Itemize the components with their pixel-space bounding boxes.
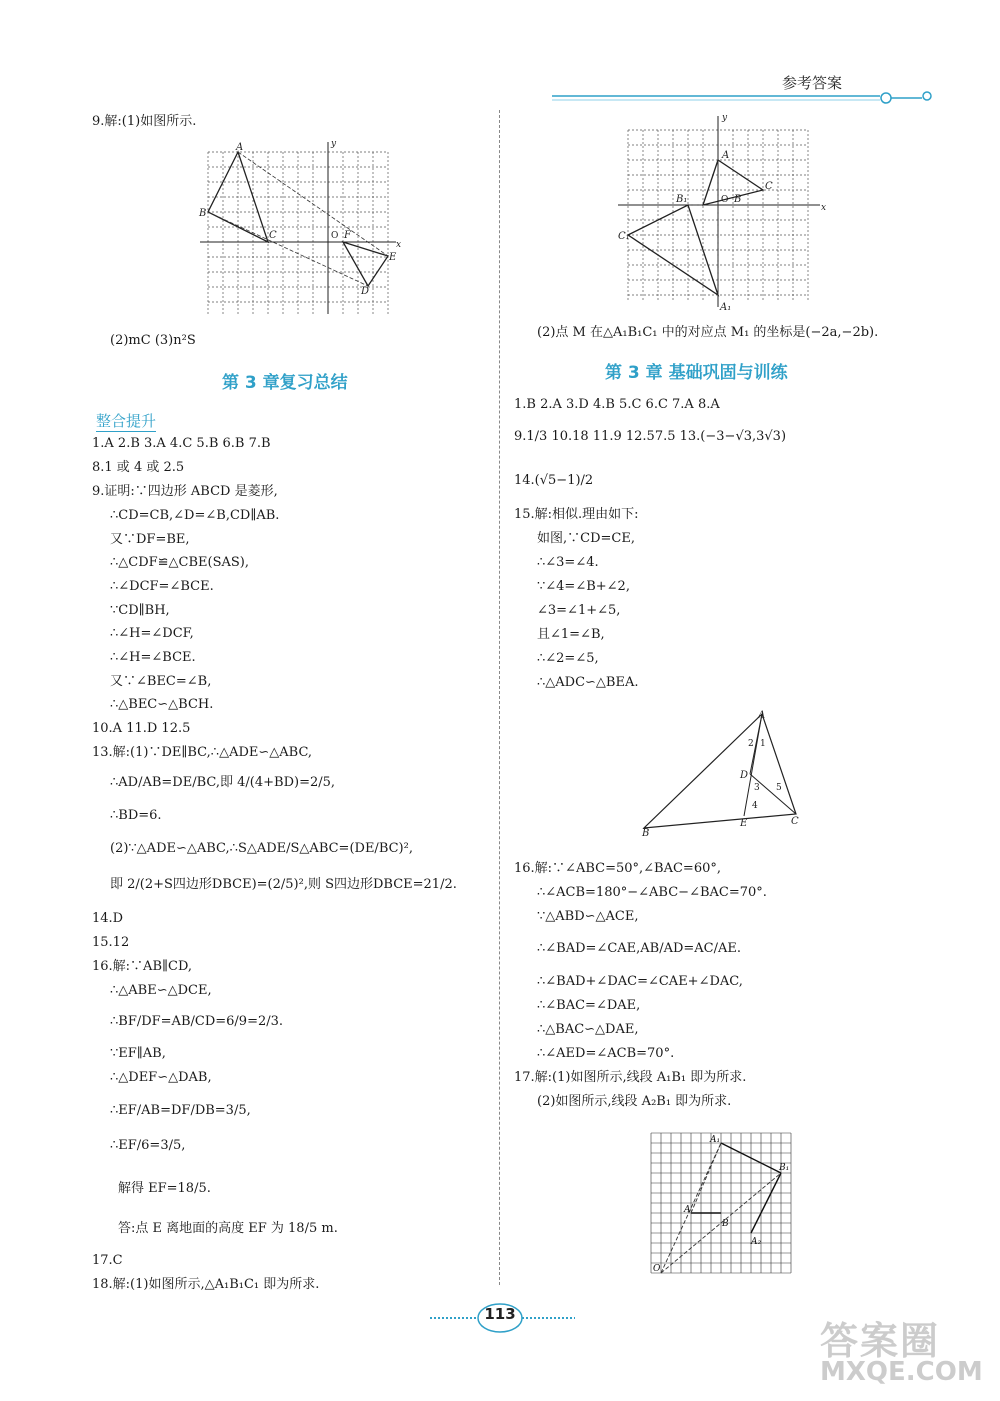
svg-text:x: x [396,240,402,250]
left-line: ∵CD∥BH, [110,603,170,618]
left-line: ∴△CDF≌△CBE(SAS), [110,555,250,570]
svg-text:O: O [331,231,339,241]
right-line: ∵∠4=∠B+∠2, [537,579,630,594]
left-line: ∴△BEC∽△BCH. [110,697,214,712]
header-title: 参考答案 [782,74,843,92]
left-line: 17.C [92,1253,123,1268]
left-line: ∴∠H=∠DCF, [110,626,194,641]
right-line: 17.解:(1)如图所示,线段 A₁B₁ 即为所求. [514,1070,747,1085]
svg-text:B₁: B₁ [779,1163,790,1173]
watermark-line2: MXQE.COM [820,1357,983,1387]
chapter-practice-title: 第 3 章 基础巩固与训练 [605,363,788,383]
svg-text:A: A [722,150,730,161]
svg-text:C: C [269,230,277,241]
left-line: ∵EF∥AB, [110,1046,166,1061]
left-line: 又∵DF=BE, [110,532,190,547]
left-line: ∴AD/AB=DE/BC,即 4/(4+BD)=2/5, [110,775,336,790]
svg-text:D: D [740,770,749,781]
svg-text:y: y [722,113,728,123]
left-line: ∴△DEF∽△DAB, [110,1070,212,1085]
right-line: 9.1/3 10.18 11.9 12.57.5 13.(−3−√3,3√3) [514,429,787,444]
right-line: (2)如图所示,线段 A₂B₁ 即为所求. [537,1094,732,1109]
svg-text:A₂: A₂ [751,1237,762,1247]
svg-text:O: O [721,195,729,205]
right-line: 且∠1=∠B, [537,627,605,642]
svg-text:E: E [740,818,748,829]
right-line: 15.解:相似.理由如下: [514,507,639,522]
left-line: ∴BD=6. [110,808,162,823]
left-line: 8.1 或 4 或 2.5 [92,460,185,475]
right-line: ∠3=∠1+∠5, [537,603,621,618]
left-line: 答:点 E 离地面的高度 EF 为 18/5 m. [118,1221,338,1236]
svg-text:3: 3 [754,783,760,793]
svg-text:y: y [331,139,337,149]
svg-text:C: C [791,816,799,827]
coordinate-figure-q9 [196,138,406,318]
left-line: ∴△ABE∽△DCE, [110,983,212,998]
right-line: ∴∠2=∠5, [537,651,599,666]
left-line: ∴EF/AB=DF/DB=3/5, [110,1103,251,1118]
right-line: 如图,∵CD=CE, [537,531,635,546]
svg-text:E: E [389,252,397,263]
left-line: 即 2/(2+S四边形DBCE)=(2/5)²,则 S四边形DBCE=21/2. [110,877,457,892]
right-line: 14.(√5−1)/2 [514,473,594,488]
svg-text:C₁: C₁ [618,231,630,242]
left-line: ∴EF/6=3/5, [110,1138,186,1153]
subsection-title: 整合提升 [96,412,157,430]
left-line: ∴∠H=∠BCE. [110,650,196,665]
q9-part2: (2)mC (3)n²S [110,333,196,348]
left-line: 解得 EF=18/5. [118,1181,211,1196]
header-decoration [0,0,1000,110]
watermark [820,1310,983,1387]
svg-text:x: x [821,203,827,213]
page-number: 113 [484,1305,516,1323]
left-line: 10.A 11.D 12.5 [92,721,191,736]
left-line: 1.A 2.B 3.A 4.C 5.B 6.B 7.B [92,436,271,451]
svg-text:5: 5 [776,783,782,793]
right-line: ∴∠AED=∠ACB=70°. [537,1046,675,1061]
svg-text:4: 4 [752,801,758,811]
svg-text:B: B [722,1219,729,1229]
right-line: ∴∠BAD=∠CAE,AB/AD=AC/AE. [537,941,742,956]
svg-text:O: O [653,1264,661,1274]
svg-text:F: F [344,230,351,241]
svg-text:A: A [236,142,244,153]
left-line: 14.D [92,911,124,926]
column-divider [499,110,500,1285]
left-line: ∴CD=CB,∠D=∠B,CD∥AB. [110,508,280,523]
q9-heading: 9.解:(1)如图所示. [92,114,197,129]
left-line: 又∵∠BEC=∠B, [110,674,212,689]
left-line: ∴BF/DF=AB/CD=6/9=2/3. [110,1014,284,1029]
left-line: ∴∠DCF=∠BCE. [110,579,214,594]
svg-text:A₁: A₁ [710,1135,721,1145]
right-line: ∴△ADC∽△BEA. [537,675,639,690]
grid-figure-q17 [648,1130,794,1276]
right-line: ∴∠BAD+∠DAC=∠CAE+∠DAC, [537,974,743,989]
svg-text:C: C [765,181,773,192]
triangle-figure-q15 [636,706,806,838]
right-line: 1.B 2.A 3.D 4.B 5.C 6.C 7.A 8.A [514,397,720,412]
right-line: ∴∠ACB=180°−∠ABC−∠BAC=70°. [537,885,767,900]
svg-text:1: 1 [760,739,766,749]
right-line: ∴△BAC∽△DAE, [537,1022,639,1037]
svg-text:B: B [642,828,650,838]
left-line: 18.解:(1)如图所示,△A₁B₁C₁ 即为所求. [92,1277,320,1292]
svg-text:2: 2 [748,739,754,749]
coordinate-figure-q18 [608,112,833,317]
svg-text:A₁: A₁ [720,302,732,313]
svg-text:B: B [199,208,207,219]
right-line: 16.解:∵∠ABC=50°,∠BAC=60°, [514,861,721,876]
right-line: ∴∠3=∠4. [537,555,599,570]
svg-text:D: D [361,286,370,297]
left-line: 16.解:∵AB∥CD, [92,959,193,974]
left-line: 9.证明:∵四边形 ABCD 是菱形, [92,484,278,499]
right-line: ∵△ABD∽△ACE, [537,909,639,924]
left-line: 15.12 [92,935,130,950]
q18-part2: (2)点 M 在△A₁B₁C₁ 中的对应点 M₁ 的坐标是(−2a,−2b). [537,325,879,340]
svg-text:A: A [758,710,766,721]
left-line: (2)∵△ADE∽△ABC,∴S△ADE/S△ABC=(DE/BC)², [110,841,413,856]
left-line: 13.解:(1)∵DE∥BC,∴△ADE∽△ABC, [92,745,313,760]
chapter-review-title: 第 3 章复习总结 [222,373,348,393]
page-header [0,0,1000,110]
svg-text:A: A [684,1205,691,1215]
svg-text:B: B [734,194,742,205]
right-line: ∴∠BAC=∠DAE, [537,998,641,1013]
watermark-line1: 答案圈 [820,1319,941,1363]
svg-text:B₁: B₁ [676,194,688,205]
